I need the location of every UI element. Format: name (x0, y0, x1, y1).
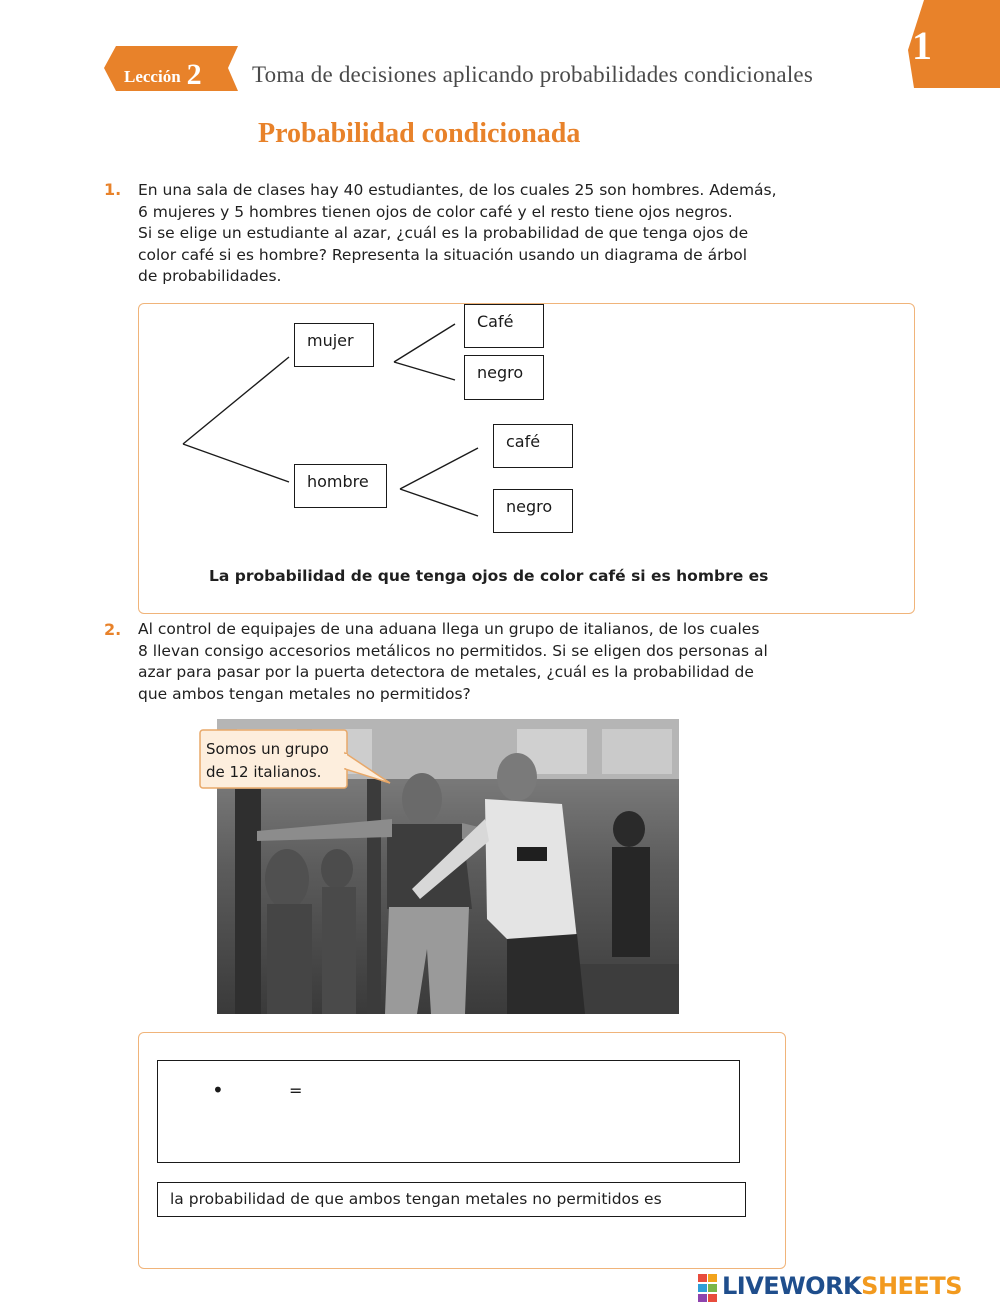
question-2-text (138, 619, 778, 705)
tree-node-hombre-cafe[interactable]: café (493, 424, 573, 468)
formula-box[interactable] (157, 1060, 740, 1163)
tree-node-hombre: hombre (294, 464, 387, 508)
speech-bubble-text (206, 738, 329, 784)
question-1-line: En una sala de clases hay 40 estudiantes, de los cuales 25 son hombres. Además, (138, 181, 777, 199)
question-1-line: color café si es hombre? Representa la situación usando un diagrama de árbol (138, 245, 748, 264)
speech-bubble-line: de 12 italianos. (206, 763, 322, 781)
question-1-number: 1. (104, 180, 122, 199)
unit-number: 1 (912, 23, 932, 68)
question-1-answer-label: La probabilidad de que tenga ojos de color café si es hombre es (209, 567, 769, 585)
formula-dot: • (212, 1078, 224, 1102)
tree-node-mujer: mujer (294, 323, 374, 367)
question-1-line: de probabilidades. (138, 267, 282, 285)
question-1-line: 6 mujeres y 5 hombres tienen ojos de color café y el resto tiene ojos negros. (138, 202, 733, 221)
page-title: Probabilidad condicionada (258, 118, 581, 149)
lesson-word: Lección (124, 67, 181, 86)
question-2-answer-label: la probabilidad de que ambos tengan metales no permitidos es (170, 1190, 662, 1208)
question-1-line: Si se elige un estudiante al azar, ¿cuál es la probabilidad de que tenga ojos de (138, 224, 749, 242)
question-2-line: 8 llevan consigo accesorios metálicos no permitidos. Si se eligen dos personas al (138, 641, 768, 660)
tree-node-hombre-negro[interactable]: negro (493, 489, 573, 533)
logo-part-2: SHEETS (861, 1272, 962, 1300)
liveworksheets-logo (722, 1272, 962, 1300)
question-2-line: que ambos tengan metales no permitidos? (138, 684, 471, 703)
lesson-number: 2 (186, 58, 202, 91)
question-2-line: Al control de equipajes de una aduana llega un grupo de italianos, de los cuales (138, 620, 760, 638)
question-2-line: azar para pasar por la puerta detectora de metales, ¿cuál es la probabilidad de (138, 663, 754, 681)
logo-part-1: LIVEWORK (722, 1272, 862, 1300)
liveworksheets-logo-icon (698, 1274, 718, 1302)
header-title: Toma de decisiones aplicando probabilidades condicionales (252, 62, 813, 87)
speech-bubble-line: Somos un grupo (206, 740, 329, 758)
question-2-number: 2. (104, 620, 122, 639)
formula-equals: = (289, 1081, 303, 1100)
tree-node-mujer-cafe[interactable]: Café (464, 304, 544, 348)
tree-node-mujer-negro[interactable]: negro (464, 355, 544, 400)
